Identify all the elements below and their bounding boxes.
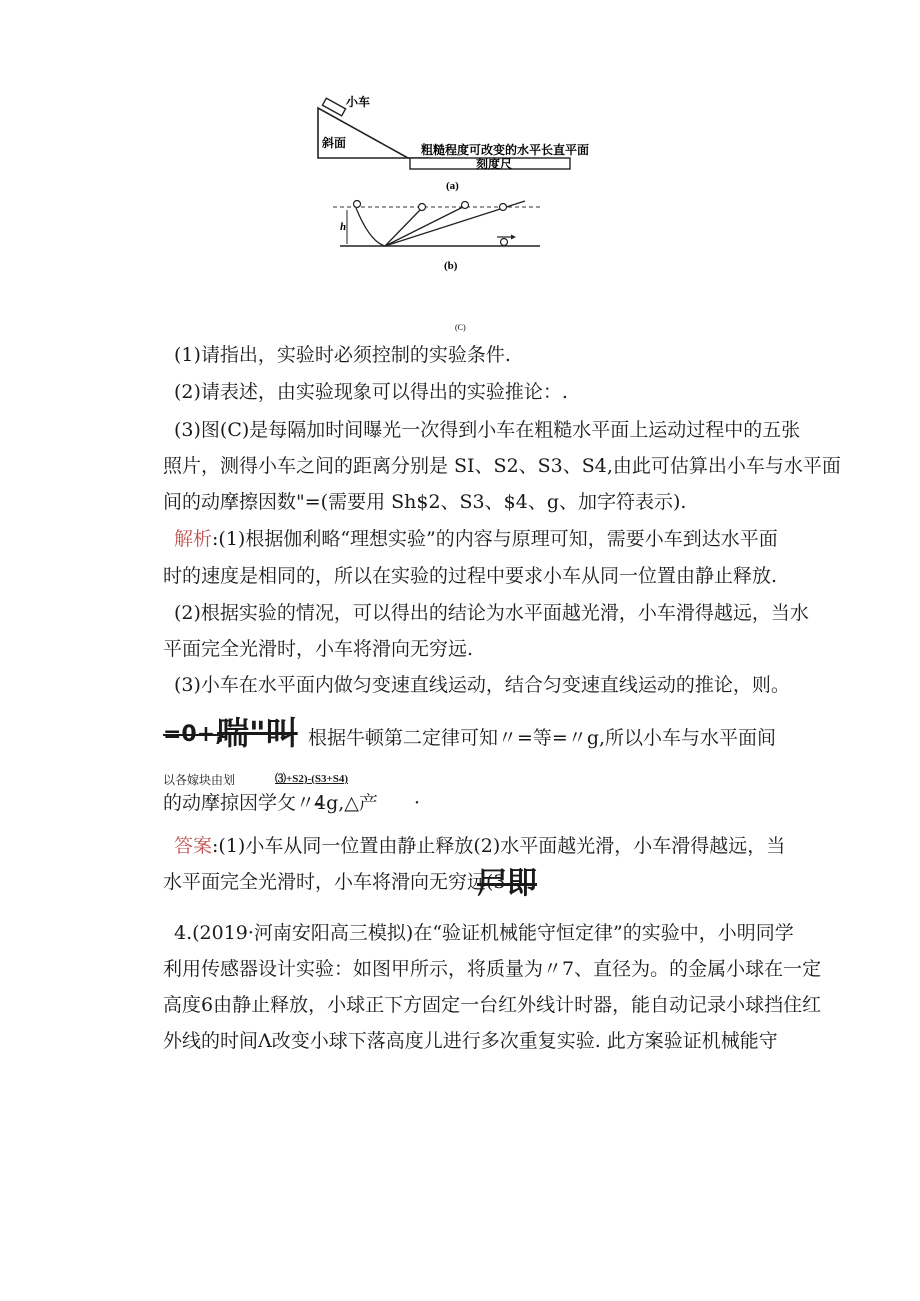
analysis-line-7: 的动摩掠因学攵〃- bbox=[163, 792, 322, 814]
analysis-line-6: 根据牛顿第二定律可知〃=等=〃g,所以小车与水平面间 bbox=[308, 727, 777, 749]
label-car: 小车 bbox=[346, 95, 371, 109]
answer-tag: 答案 bbox=[174, 835, 213, 857]
formula-big: 喘"叫 bbox=[217, 714, 298, 752]
analysis-line-1 bbox=[174, 527, 778, 551]
answer-scrawl: 尸即 bbox=[477, 866, 537, 901]
caption-b: (b) bbox=[444, 260, 458, 272]
question-2: (2)请表述，由实验现象可以得出的实验推论：. bbox=[174, 381, 568, 403]
formula-small-note: 以各嫁块由划 bbox=[163, 773, 236, 787]
question-1: (1)请指出，实验时必须控制的实验条件. bbox=[174, 344, 511, 366]
ball-icon bbox=[500, 204, 507, 211]
caption-c: (C) bbox=[455, 323, 466, 332]
problem-4-line-1: 4.(2019·河南安阳高三模拟)在“验证机械能守恒定律”的实验中，小明同学 bbox=[174, 922, 794, 944]
label-h: h bbox=[340, 221, 347, 233]
arrowhead-icon bbox=[511, 235, 516, 240]
label-slope: 斜面 bbox=[322, 136, 347, 150]
problem-4-line-2: 利用传感器设计实验：如图甲所示，将质量为〃7、直径为。的金属小球在一定 bbox=[163, 958, 822, 980]
analysis-tag: 解析 bbox=[174, 528, 213, 550]
ball-icon bbox=[462, 202, 469, 209]
analysis-line-7-tail: 4g,△产 bbox=[314, 792, 378, 814]
question-3-line-1: (3)图(C)是每隔加时间曝光一次得到小车在粗糙水平面上运动过程中的五张 bbox=[174, 419, 801, 441]
problem-4-line-4: 外线的时间Λ改变小球下落高度儿进行多次重复实验. 此方案验证机械能守 bbox=[163, 1030, 778, 1052]
figure-a bbox=[318, 94, 589, 192]
label-ruler: 刻度尺 bbox=[476, 157, 513, 171]
ball-icon bbox=[501, 239, 508, 246]
ramp-medium bbox=[385, 206, 465, 246]
analysis-line-4: 平面完全光滑时，小车将滑向无穷远. bbox=[163, 638, 474, 660]
question-3-line-3: 间的动摩擦因数"=(需要用 Sh$2、S3、$4、g、加字符表示). bbox=[163, 491, 687, 513]
answer-line-1 bbox=[174, 834, 785, 858]
label-plane: 粗糙程度可改变的水平长直平面 bbox=[421, 143, 590, 157]
problem-4-line-3: 高度6由静止释放，小球正下方固定一台红外线计时器，能自动记录小球挡住红 bbox=[163, 994, 822, 1016]
formula-numerator: ⑶+S2)-(S3+S4) bbox=[275, 773, 349, 785]
analysis-line-2: 时的速度是相同的，所以在实验的过程中要求小车从同一位置由静止释放. bbox=[163, 565, 778, 587]
ball-icon bbox=[354, 201, 361, 208]
analysis-line-1-text: :(1)根据伽利略“理想实验”的内容与原理可知，需要小车到达水平面 bbox=[212, 528, 778, 550]
answer-line-2: 水平面完全光滑时，小车将滑向无穷远(3 bbox=[163, 871, 506, 893]
figure-b bbox=[333, 201, 542, 273]
ball-icon bbox=[419, 204, 426, 211]
analysis-line-3: (2)根据实验的情况，可以得出的结论为水平面越光滑，小车滑得越远，当水 bbox=[174, 602, 809, 624]
formula-scrawl: =0+, bbox=[163, 722, 224, 747]
incline-slope bbox=[318, 108, 408, 158]
analysis-dot: · bbox=[414, 792, 421, 814]
answer-line-1-text: :(1)小车从同一位置由静止释放(2)水平面越光滑，小车滑得越远，当 bbox=[212, 835, 786, 857]
question-3-line-2: 照片，测得小车之间的距离分别是 SI、S2、S3、S4,由此可估算出小车与水平面 bbox=[163, 455, 841, 477]
curved-ramp bbox=[356, 208, 385, 246]
caption-a: (a) bbox=[446, 180, 459, 192]
analysis-line-5: (3)小车在水平面内做匀变速直线运动，结合匀变速直线运动的推论，则。 bbox=[174, 674, 790, 696]
experiment-figure bbox=[0, 0, 920, 340]
